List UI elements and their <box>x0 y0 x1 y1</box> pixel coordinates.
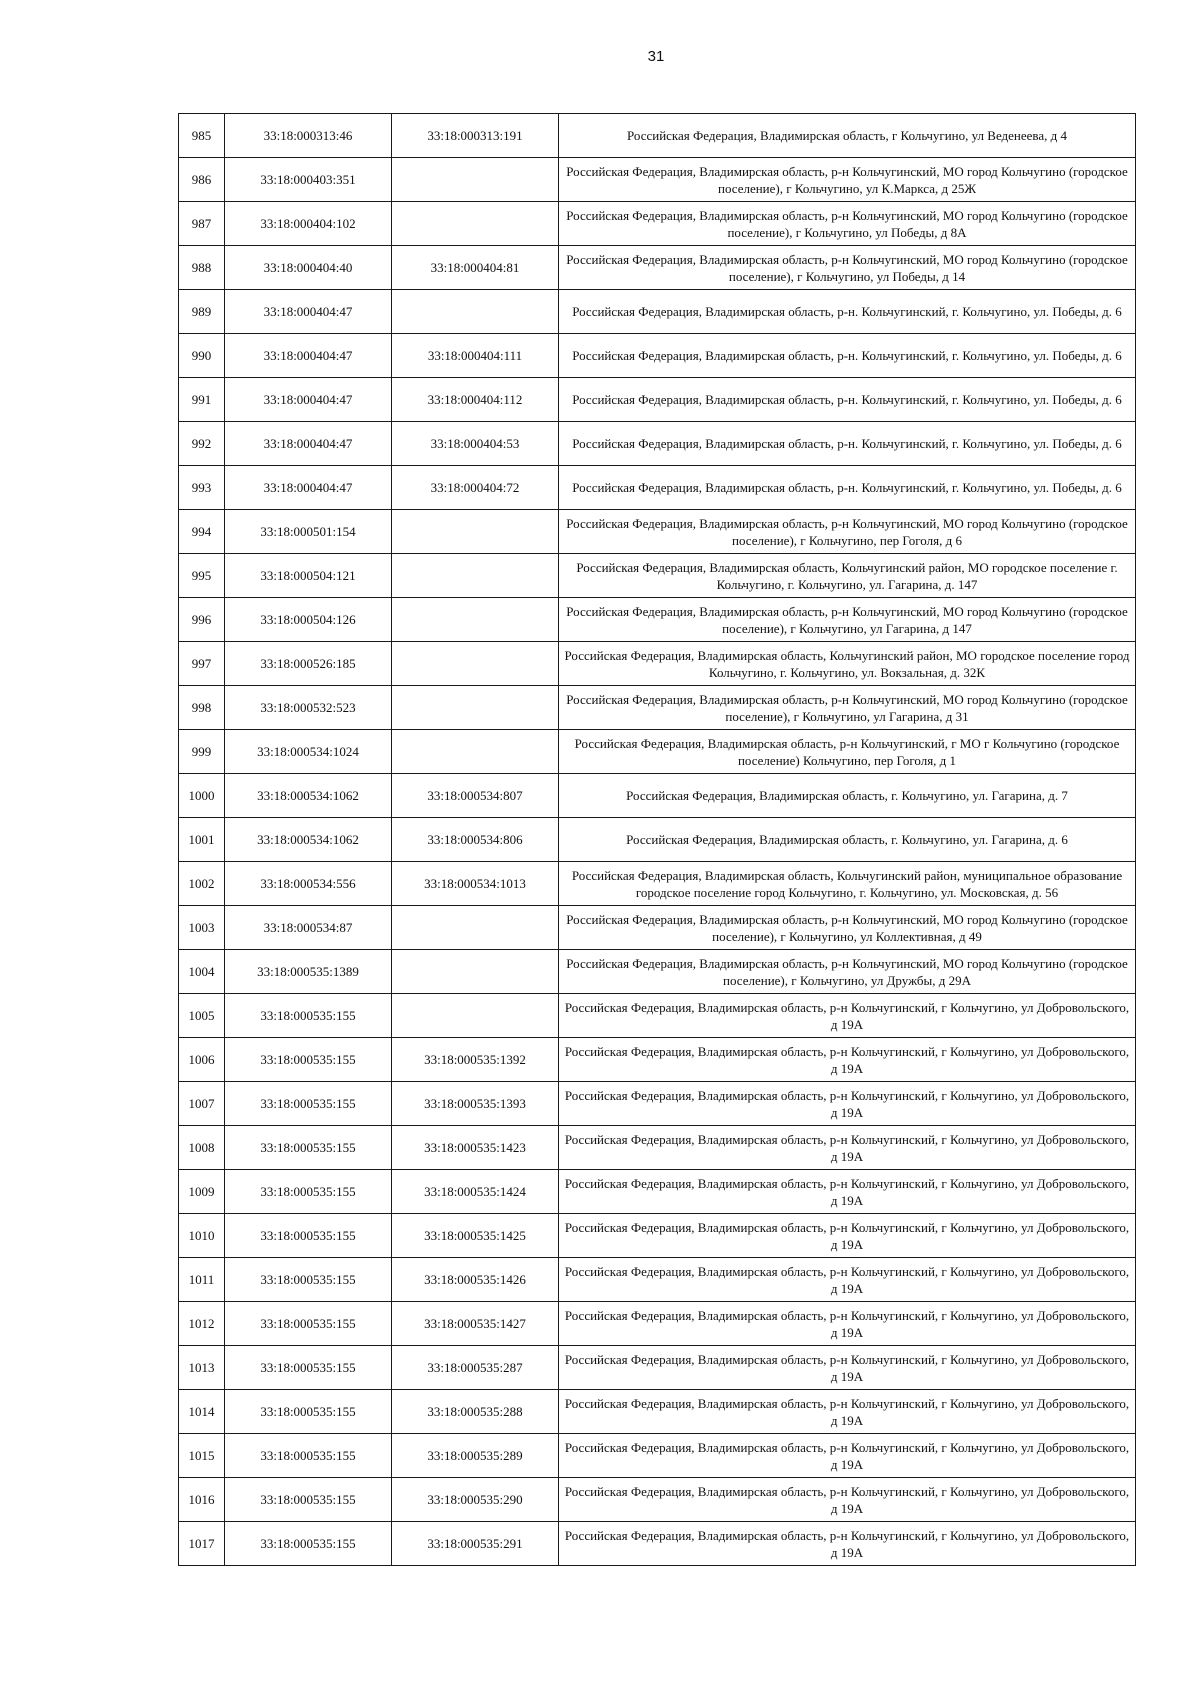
registry-table <box>178 113 1136 1566</box>
table-row <box>179 1214 1136 1258</box>
table-row <box>179 1478 1136 1522</box>
cadastral-number-cell: 33:18:000532:523 <box>225 686 392 730</box>
linked-cadastral-number-cell: 33:18:000535:1423 <box>392 1126 559 1170</box>
linked-cadastral-number-cell <box>392 950 559 994</box>
cadastral-number-cell: 33:18:000535:1389 <box>225 950 392 994</box>
cadastral-number-cell: 33:18:000404:47 <box>225 378 392 422</box>
linked-cadastral-number-cell <box>392 994 559 1038</box>
address-cell: Российская Федерация, Владимирская область, р-н Кольчугинский, г Кольчугино, ул Добровольского, д 19А <box>559 1170 1136 1214</box>
linked-cadastral-number-cell: 33:18:000535:290 <box>392 1478 559 1522</box>
address-cell: Российская Федерация, Владимирская область, р-н. Кольчугинский, г. Кольчугино, ул. Победы, д. 6 <box>559 422 1136 466</box>
address-cell: Российская Федерация, Владимирская область, р-н Кольчугинский, г Кольчугино, ул Добровольского, д 19А <box>559 1522 1136 1566</box>
address-cell: Российская Федерация, Владимирская область, р-н. Кольчугинский, г. Кольчугино, ул. Победы, д. 6 <box>559 290 1136 334</box>
address-cell: Российская Федерация, Владимирская область, р-н Кольчугинский, г Кольчугино, ул Добровольского, д 19А <box>559 1478 1136 1522</box>
cadastral-number-cell: 33:18:000535:155 <box>225 1522 392 1566</box>
table-row <box>179 1258 1136 1302</box>
address-cell: Российская Федерация, Владимирская область, р-н Кольчугинский, МО город Кольчугино (городское поселение), г Кольчугино, ул Дружбы, д 29А <box>559 950 1136 994</box>
cadastral-number-cell: 33:18:000535:155 <box>225 1346 392 1390</box>
table-row <box>179 334 1136 378</box>
cadastral-number-cell: 33:18:000535:155 <box>225 1390 392 1434</box>
row-number-cell: 1009 <box>179 1170 225 1214</box>
table-row <box>179 114 1136 158</box>
address-cell: Российская Федерация, Владимирская область, р-н Кольчугинский, г Кольчугино, ул Добровольского, д 19А <box>559 1082 1136 1126</box>
row-number-cell: 1014 <box>179 1390 225 1434</box>
address-cell: Российская Федерация, Владимирская область, р-н Кольчугинский, г Кольчугино, ул Добровольского, д 19А <box>559 1258 1136 1302</box>
address-cell: Российская Федерация, Владимирская область, Кольчугинский район, МО городское поселение г. Кольчугино, г. Кольчугино, ул. Гагарина, д. 147 <box>559 554 1136 598</box>
table-row <box>179 290 1136 334</box>
cadastral-number-cell: 33:18:000501:154 <box>225 510 392 554</box>
row-number-cell: 997 <box>179 642 225 686</box>
cadastral-number-cell: 33:18:000313:46 <box>225 114 392 158</box>
cadastral-number-cell: 33:18:000535:155 <box>225 1214 392 1258</box>
address-cell: Российская Федерация, Владимирская область, р-н Кольчугинский, МО город Кольчугино (городское поселение), г Кольчугино, ул Победы, д 8А <box>559 202 1136 246</box>
linked-cadastral-number-cell: 33:18:000534:807 <box>392 774 559 818</box>
cadastral-number-cell: 33:18:000535:155 <box>225 994 392 1038</box>
table-row <box>179 246 1136 290</box>
table-row <box>179 686 1136 730</box>
table-row <box>179 510 1136 554</box>
address-cell: Российская Федерация, Владимирская область, р-н Кольчугинский, г Кольчугино, ул Добровольского, д 19А <box>559 994 1136 1038</box>
row-number-cell: 995 <box>179 554 225 598</box>
row-number-cell: 1005 <box>179 994 225 1038</box>
address-cell: Российская Федерация, Владимирская область, р-н. Кольчугинский, г. Кольчугино, ул. Победы, д. 6 <box>559 378 1136 422</box>
address-cell: Российская Федерация, Владимирская область, р-н Кольчугинский, г Кольчугино, ул Добровольского, д 19А <box>559 1302 1136 1346</box>
address-cell: Российская Федерация, Владимирская область, г. Кольчугино, ул. Гагарина, д. 7 <box>559 774 1136 818</box>
linked-cadastral-number-cell: 33:18:000535:1425 <box>392 1214 559 1258</box>
cadastral-number-cell: 33:18:000526:185 <box>225 642 392 686</box>
cadastral-number-cell: 33:18:000535:155 <box>225 1170 392 1214</box>
address-cell: Российская Федерация, Владимирская область, р-н Кольчугинский, МО город Кольчугино (городское поселение), г Кольчугино, ул К.Маркса, д 25Ж <box>559 158 1136 202</box>
table-row <box>179 1170 1136 1214</box>
row-number-cell: 1012 <box>179 1302 225 1346</box>
linked-cadastral-number-cell: 33:18:000535:288 <box>392 1390 559 1434</box>
address-cell: Российская Федерация, Владимирская область, р-н Кольчугинский, г Кольчугино, ул Добровольского, д 19А <box>559 1346 1136 1390</box>
linked-cadastral-number-cell: 33:18:000535:1427 <box>392 1302 559 1346</box>
address-cell: Российская Федерация, Владимирская область, р-н Кольчугинский, МО город Кольчугино (городское поселение), г Кольчугино, ул Гагарина, д 147 <box>559 598 1136 642</box>
cadastral-number-cell: 33:18:000535:155 <box>225 1126 392 1170</box>
cadastral-number-cell: 33:18:000535:155 <box>225 1302 392 1346</box>
table-row <box>179 422 1136 466</box>
row-number-cell: 998 <box>179 686 225 730</box>
address-cell: Российская Федерация, Владимирская область, р-н Кольчугинский, г МО г Кольчугино (городское поселение) Кольчугино, пер Гоголя, д 1 <box>559 730 1136 774</box>
cadastral-number-cell: 33:18:000404:102 <box>225 202 392 246</box>
cadastral-number-cell: 33:18:000535:155 <box>225 1038 392 1082</box>
address-cell: Российская Федерация, Владимирская область, р-н Кольчугинский, МО город Кольчугино (городское поселение), г Кольчугино, ул Коллективная, д 49 <box>559 906 1136 950</box>
address-cell: Российская Федерация, Владимирская область, р-н Кольчугинский, г Кольчугино, ул Добровольского, д 19А <box>559 1038 1136 1082</box>
cadastral-number-cell: 33:18:000534:1024 <box>225 730 392 774</box>
row-number-cell: 1002 <box>179 862 225 906</box>
linked-cadastral-number-cell <box>392 730 559 774</box>
row-number-cell: 988 <box>179 246 225 290</box>
linked-cadastral-number-cell <box>392 598 559 642</box>
linked-cadastral-number-cell: 33:18:000535:1426 <box>392 1258 559 1302</box>
linked-cadastral-number-cell <box>392 554 559 598</box>
cadastral-number-cell: 33:18:000535:155 <box>225 1478 392 1522</box>
table-row <box>179 554 1136 598</box>
row-number-cell: 1015 <box>179 1434 225 1478</box>
linked-cadastral-number-cell: 33:18:000535:1393 <box>392 1082 559 1126</box>
address-cell: Российская Федерация, Владимирская область, г Кольчугино, ул Веденеева, д 4 <box>559 114 1136 158</box>
row-number-cell: 989 <box>179 290 225 334</box>
row-number-cell: 1003 <box>179 906 225 950</box>
row-number-cell: 1000 <box>179 774 225 818</box>
cadastral-number-cell: 33:18:000534:1062 <box>225 818 392 862</box>
table-row <box>179 1302 1136 1346</box>
linked-cadastral-number-cell: 33:18:000404:112 <box>392 378 559 422</box>
table-row <box>179 1038 1136 1082</box>
cadastral-number-cell: 33:18:000535:155 <box>225 1434 392 1478</box>
address-cell: Российская Федерация, Владимирская область, р-н Кольчугинский, МО город Кольчугино (городское поселение), г Кольчугино, ул Победы, д 14 <box>559 246 1136 290</box>
cadastral-number-cell: 33:18:000404:47 <box>225 422 392 466</box>
table-row <box>179 906 1136 950</box>
cadastral-number-cell: 33:18:000404:47 <box>225 466 392 510</box>
linked-cadastral-number-cell: 33:18:000534:1013 <box>392 862 559 906</box>
cadastral-number-cell: 33:18:000504:126 <box>225 598 392 642</box>
cadastral-number-cell: 33:18:000534:1062 <box>225 774 392 818</box>
table-row <box>179 1082 1136 1126</box>
address-cell: Российская Федерация, Владимирская область, р-н. Кольчугинский, г. Кольчугино, ул. Победы, д. 6 <box>559 334 1136 378</box>
linked-cadastral-number-cell: 33:18:000404:72 <box>392 466 559 510</box>
row-number-cell: 1008 <box>179 1126 225 1170</box>
row-number-cell: 1017 <box>179 1522 225 1566</box>
linked-cadastral-number-cell: 33:18:000535:1392 <box>392 1038 559 1082</box>
table-row <box>179 1126 1136 1170</box>
cadastral-number-cell: 33:18:000535:155 <box>225 1082 392 1126</box>
linked-cadastral-number-cell <box>392 686 559 730</box>
table-row <box>179 994 1136 1038</box>
table-row <box>179 774 1136 818</box>
address-cell: Российская Федерация, Владимирская область, г. Кольчугино, ул. Гагарина, д. 6 <box>559 818 1136 862</box>
address-cell: Российская Федерация, Владимирская область, р-н Кольчугинский, г Кольчугино, ул Добровольского, д 19А <box>559 1214 1136 1258</box>
table-row <box>179 202 1136 246</box>
table-row <box>179 1390 1136 1434</box>
table-row <box>179 642 1136 686</box>
cadastral-number-cell: 33:18:000534:556 <box>225 862 392 906</box>
linked-cadastral-number-cell: 33:18:000535:289 <box>392 1434 559 1478</box>
address-cell: Российская Федерация, Владимирская область, Кольчугинский район, муниципальное образование городское поселение город Кольчугино, г. Кольчугино, ул. Московская, д. 56 <box>559 862 1136 906</box>
linked-cadastral-number-cell: 33:18:000404:111 <box>392 334 559 378</box>
linked-cadastral-number-cell: 33:18:000404:81 <box>392 246 559 290</box>
cadastral-number-cell: 33:18:000404:40 <box>225 246 392 290</box>
table-row <box>179 730 1136 774</box>
cadastral-number-cell: 33:18:000535:155 <box>225 1258 392 1302</box>
row-number-cell: 992 <box>179 422 225 466</box>
row-number-cell: 996 <box>179 598 225 642</box>
cadastral-number-cell: 33:18:000404:47 <box>225 334 392 378</box>
address-cell: Российская Федерация, Владимирская область, Кольчугинский район, МО городское поселение город Кольчугино, г. Кольчугино, ул. Вокзальная, д. 32К <box>559 642 1136 686</box>
page-number: 31 <box>647 48 665 65</box>
row-number-cell: 999 <box>179 730 225 774</box>
row-number-cell: 1007 <box>179 1082 225 1126</box>
cadastral-number-cell: 33:18:000504:121 <box>225 554 392 598</box>
table-row <box>179 158 1136 202</box>
linked-cadastral-number-cell: 33:18:000404:53 <box>392 422 559 466</box>
row-number-cell: 993 <box>179 466 225 510</box>
table-row <box>179 1434 1136 1478</box>
table-row <box>179 378 1136 422</box>
row-number-cell: 987 <box>179 202 225 246</box>
row-number-cell: 1013 <box>179 1346 225 1390</box>
address-cell: Российская Федерация, Владимирская область, р-н Кольчугинский, г Кольчугино, ул Добровольского, д 19А <box>559 1126 1136 1170</box>
row-number-cell: 994 <box>179 510 225 554</box>
row-number-cell: 1010 <box>179 1214 225 1258</box>
registry-table-body <box>179 114 1136 1566</box>
address-cell: Российская Федерация, Владимирская область, р-н Кольчугинский, г Кольчугино, ул Добровольского, д 19А <box>559 1434 1136 1478</box>
cadastral-number-cell: 33:18:000534:87 <box>225 906 392 950</box>
linked-cadastral-number-cell: 33:18:000313:191 <box>392 114 559 158</box>
row-number-cell: 1004 <box>179 950 225 994</box>
row-number-cell: 1001 <box>179 818 225 862</box>
linked-cadastral-number-cell: 33:18:000535:1424 <box>392 1170 559 1214</box>
linked-cadastral-number-cell: 33:18:000535:287 <box>392 1346 559 1390</box>
row-number-cell: 985 <box>179 114 225 158</box>
linked-cadastral-number-cell <box>392 510 559 554</box>
table-row <box>179 862 1136 906</box>
table-row <box>179 1522 1136 1566</box>
address-cell: Российская Федерация, Владимирская область, р-н. Кольчугинский, г. Кольчугино, ул. Победы, д. 6 <box>559 466 1136 510</box>
table-row <box>179 818 1136 862</box>
linked-cadastral-number-cell <box>392 202 559 246</box>
row-number-cell: 1006 <box>179 1038 225 1082</box>
table-row <box>179 1346 1136 1390</box>
linked-cadastral-number-cell <box>392 158 559 202</box>
row-number-cell: 986 <box>179 158 225 202</box>
row-number-cell: 1016 <box>179 1478 225 1522</box>
row-number-cell: 1011 <box>179 1258 225 1302</box>
table-row <box>179 466 1136 510</box>
table-row <box>179 950 1136 994</box>
cadastral-number-cell: 33:18:000403:351 <box>225 158 392 202</box>
address-cell: Российская Федерация, Владимирская область, р-н Кольчугинский, МО город Кольчугино (городское поселение), г Кольчугино, пер Гоголя, д 6 <box>559 510 1136 554</box>
linked-cadastral-number-cell: 33:18:000534:806 <box>392 818 559 862</box>
linked-cadastral-number-cell <box>392 290 559 334</box>
table-row <box>179 598 1136 642</box>
linked-cadastral-number-cell <box>392 906 559 950</box>
cadastral-number-cell: 33:18:000404:47 <box>225 290 392 334</box>
row-number-cell: 991 <box>179 378 225 422</box>
row-number-cell: 990 <box>179 334 225 378</box>
linked-cadastral-number-cell: 33:18:000535:291 <box>392 1522 559 1566</box>
linked-cadastral-number-cell <box>392 642 559 686</box>
address-cell: Российская Федерация, Владимирская область, р-н Кольчугинский, МО город Кольчугино (городское поселение), г Кольчугино, ул Гагарина, д 31 <box>559 686 1136 730</box>
address-cell: Российская Федерация, Владимирская область, р-н Кольчугинский, г Кольчугино, ул Добровольского, д 19А <box>559 1390 1136 1434</box>
